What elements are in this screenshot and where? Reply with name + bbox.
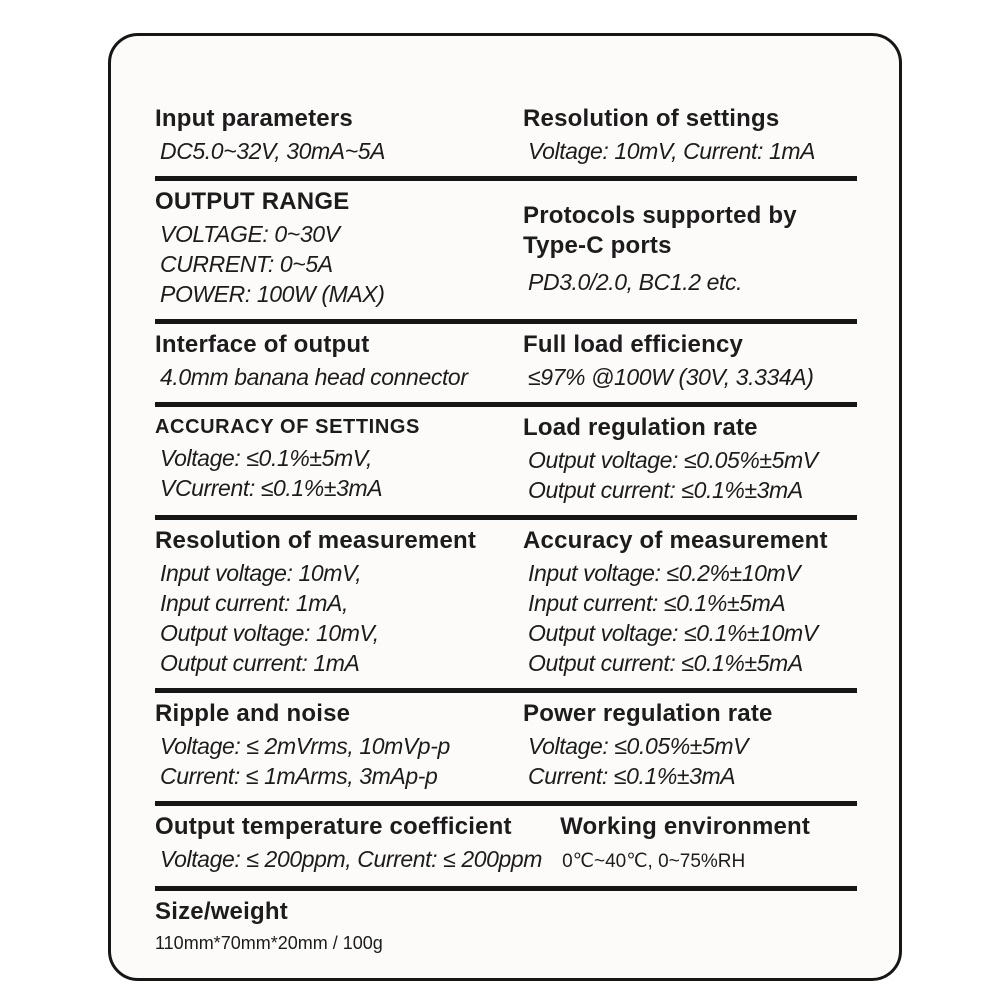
spec-row-input-parameters: [155, 98, 857, 176]
spec-line: Input voltage: 10mV,: [160, 560, 362, 586]
spec-line: 4.0mm banana head connector: [160, 364, 468, 390]
spec-line: Output current: ≤0.1%±5mA: [528, 650, 803, 676]
spec-row-size-weight: [155, 886, 857, 967]
spec-cell-input-parameters: [155, 104, 523, 166]
spec-line: Output voltage: ≤0.05%±5mV: [528, 447, 818, 473]
spec-row-ripple-and-noise: [155, 688, 857, 801]
spec-cell-output-range: [155, 187, 523, 309]
spec-line: PD3.0/2.0, BC1.2 etc.: [528, 269, 743, 295]
section-heading: Protocols supported by Type-C ports: [523, 202, 797, 259]
section-heading: OUTPUT RANGE: [155, 188, 350, 215]
spec-line: VOLTAGE: 0~30V: [160, 221, 340, 247]
section-heading: Power regulation rate: [523, 700, 773, 727]
spec-line: Output current: ≤0.1%±3mA: [528, 477, 803, 503]
spec-line: Current: ≤0.1%±3mA: [528, 763, 736, 789]
spec-cell-full-load-efficiency: [523, 330, 857, 392]
spec-line: ≤97% @100W (30V, 3.334A): [528, 364, 814, 390]
spec-line: Voltage: ≤ 2mVrms, 10mVp-p: [160, 733, 450, 759]
spec-cell-working-environment: [560, 812, 857, 876]
spec-line: POWER: 100W (MAX): [160, 281, 385, 307]
spec-cell-power-regulation-rate: [523, 699, 857, 791]
spec-cell-resolution-of-measurement: [155, 526, 523, 678]
spec-line: Output current: 1mA: [160, 650, 360, 676]
spec-cell-interface-of-output: [155, 330, 523, 392]
section-heading: Working environment: [560, 813, 811, 840]
spec-line: DC5.0~32V, 30mA~5A: [160, 138, 386, 164]
section-heading: Size/weight: [155, 898, 288, 925]
spec-cell-accuracy-of-measurement: [523, 526, 857, 678]
section-heading: ACCURACY OF SETTINGS: [155, 416, 420, 438]
spec-row-interface-of-output: [155, 319, 857, 402]
spec-line: Output voltage: ≤0.1%±10mV: [528, 620, 818, 646]
section-heading: Input parameters: [155, 105, 353, 132]
spec-line: Voltage: ≤0.05%±5mV: [528, 733, 749, 759]
section-heading: Resolution of settings: [523, 105, 780, 132]
section-heading: Full load efficiency: [523, 331, 744, 358]
section-heading: Output temperature coefficient: [155, 813, 512, 840]
spec-sheet-card: [108, 33, 902, 981]
spec-line: CURRENT: 0~5A: [160, 251, 333, 277]
spec-cell-size-weight: [155, 897, 857, 957]
section-heading: Accuracy of measurement: [523, 527, 828, 554]
spec-cell-protocols: [523, 187, 857, 309]
spec-cell-accuracy-of-settings: [155, 413, 523, 505]
spec-line: 0℃~40℃, 0~75%RH: [562, 851, 746, 872]
spec-row-temperature-coefficient: [155, 801, 857, 886]
spec-line: Current: ≤ 1mArms, 3mAp-p: [160, 763, 438, 789]
spec-cell-resolution-of-settings: [523, 104, 857, 166]
section-heading: Resolution of measurement: [155, 527, 477, 554]
spec-row-measurement: [155, 515, 857, 688]
spec-row-accuracy-of-settings: [155, 402, 857, 515]
section-heading: Ripple and noise: [155, 700, 351, 727]
spec-cell-temperature-coefficient: [155, 812, 560, 876]
spec-line: Input current: 1mA,: [160, 590, 348, 616]
spec-cell-ripple-and-noise: [155, 699, 523, 791]
spec-line: Output voltage: 10mV,: [160, 620, 379, 646]
spec-line: 110mm*70mm*20mm / 100g: [155, 933, 383, 953]
spec-line: Voltage: ≤0.1%±5mV,: [160, 445, 372, 471]
section-heading: Load regulation rate: [523, 414, 758, 441]
spec-row-output-range: [155, 176, 857, 319]
spec-line: Voltage: ≤ 200ppm, Current: ≤ 200ppm: [160, 846, 543, 872]
spec-line: VCurrent: ≤0.1%±3mA: [160, 475, 383, 501]
spec-line: Voltage: 10mV, Current: 1mA: [528, 138, 816, 164]
spec-line: Input current: ≤0.1%±5mA: [528, 590, 786, 616]
section-heading: Interface of output: [155, 331, 370, 358]
spec-line: Input voltage: ≤0.2%±10mV: [528, 560, 801, 586]
spec-cell-load-regulation-rate: [523, 413, 857, 505]
